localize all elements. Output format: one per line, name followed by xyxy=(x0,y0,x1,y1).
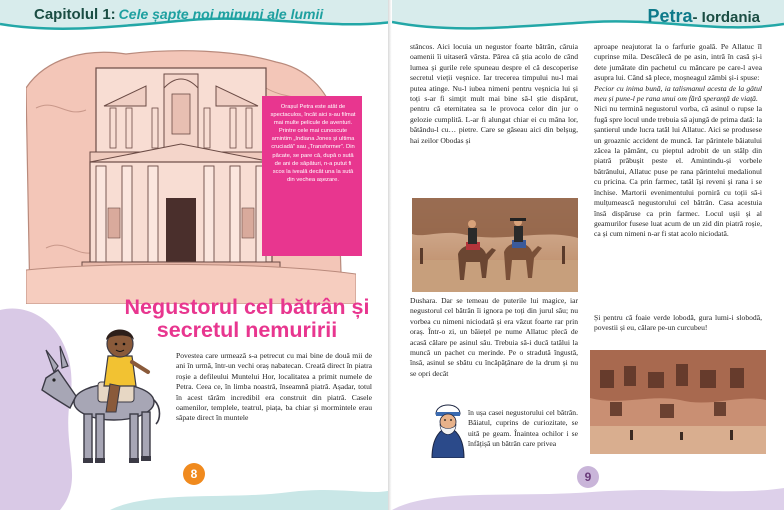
teal-blob-decoration xyxy=(110,470,392,510)
story-title: Negustorul cel bătrân și secretul nemuririi xyxy=(124,295,370,342)
story-body-right-col1-mid: Dushara. Dar se temeau de puterile lui magice, iar negustorul cel bătrân îi ignora pe toți din jurul său; nu vorbea cu nimeni niciodată și era văzut foarte rar prin oraș. Într-o zi, un băiețel pe nume Allatuc plecă de acasă călare pe asinul său. Trebuia să-i ducă tatălui la muncă un pachet cu merinde. Pe o stradută îngustă, însă, asinul se sbătu cu încăpățânare de la drum și nu se opri decât xyxy=(410,296,578,378)
chapter-title xyxy=(34,6,323,23)
child-on-donkey-illustration xyxy=(36,316,166,476)
story-body-right-col2 xyxy=(594,42,762,240)
col2-paragraph-1: aproape neajutorat la o farfurie goală. Pe Allatuc îl cuprinse mila. Descălecă de pe asin, intră în casă și-i dete jumătate din pachetul cu mâncare pe care-l avea asupra lui. Când să plece, moșneagul zâmbi și-i spuse: xyxy=(594,42,762,83)
page-number-right: 9 xyxy=(577,466,599,488)
chapter-label: Capitolul 1: xyxy=(34,6,116,23)
story-ending: Și pentru că foaie verde lobodă, gura lumi-i slobodă, povestii și eu, călare pe-un curcubeu! xyxy=(594,313,762,333)
camel-riders-photo xyxy=(412,198,578,292)
story-body-right-col1-bottom: în ușa casei negustorului cel bătrân. Băiatul, cuprins de curiozitate, se uită pe geam. Înaintea ochilor i se înfățișă un bătrân care privea xyxy=(468,408,578,449)
place-name: Petra xyxy=(647,6,693,26)
chapter-subtitle: Cele șapte noi minuni ale lumii xyxy=(118,6,324,22)
story-body-left: Povestea care urmează s-a petrecut cu mai bine de două mii de ani în urmă, într-un vechi oraș nabatecan. Creată direct în piatra roșie a defileului Muntelui Hor, localitatea a primit numele de Petra. Ceea ce, în limba noastră, înseamnă piatră. Așadar, totul în acest tărâm incredibil era construit din piatră. Casele oamenilor, templele, teatrul, piața, ba chiar și mormintele erau săpate direct în muntele xyxy=(176,351,372,423)
callout-box: Orașul Petra este atât de spectaculos, încât aici s-au filmat mai multe pelicule de aventuri. Printre cele mai cunoscute amintim „Indiana Jones și ultima cruciadă” sau „Transformer”. Din păcate, se pare că, după o sută de ani de săpături, n-a putut fi scos la iveală decât una la sută din vechea așezare. xyxy=(262,96,362,256)
page-number-left: 8 xyxy=(183,463,205,485)
talisman-quote: Pecior cu inima bună, ia talismanul acesta de la gâtul meu și pune-l pe rana unui om fără speranță de viață. xyxy=(594,83,762,104)
col2-paragraph-2: Nici nu terminâ negustorul vorba, că asinul o rupse la fugă spre locul unde trebuia să ajungă de prima dată: la șantierul unde lucra tatăl lui Allatuc. Aici se produsese un groaznic accident de muncă. Iar părintele băiatului zăcea la pământ, cu pieptul adrobit de un stâlp din piatră prăbușit peste el. Amintindu-și vorbele bătrânului, Allatuc puse pe rana părintelui medalionul cu pricina. Ca prin farmec, tatăl își reveni și rana i se închise. Martorii evenimentului porniră cu toții să-i mulțumească negustorului cel bătrân. Casa acestuia însă dispăruse ca prin farmec. Locul ușii și al geamurilor fusese luat acum de un zid din piatră roșie, ca și cum nimeni n-ar fi stat acolo niciodată. xyxy=(594,104,762,239)
petra-tombs-photo xyxy=(590,350,766,454)
story-body-right-col1-top: stâncos. Aici locuia un negustor foarte bătrân, căruia oamenii îi uitaseră vârsta. Părea că știa acolo de când lumea și gurile rele spuneau despre el că descoperise secretul vieții veșnice. Iar trecerea timpului nu-l mai putea atinge. Nu-l iubea nimeni pentru veșnicia lui și toți s-ar fi simțit mult mai bine să-l știe dispărut, pentru că eternitatea sa le provoca celor din jur o gelozie cumplită. L-ar fi alungat chiar ei cu mâna lor, bătându-l cu… pietre. Care se găseau aici din belșug, hai zeilor Obodas și xyxy=(410,42,578,145)
place-country: - Iordania xyxy=(692,9,760,26)
right-page xyxy=(392,0,784,510)
place-title xyxy=(647,6,760,27)
old-merchant-illustration xyxy=(428,398,468,458)
